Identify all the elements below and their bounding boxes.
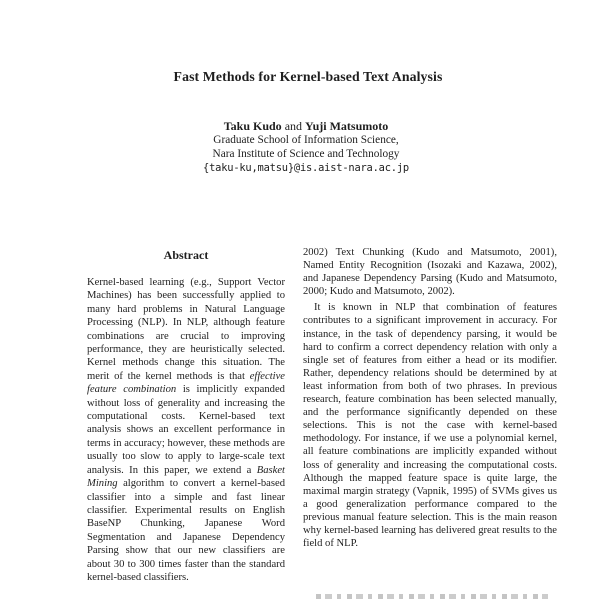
affiliation-line-1: Graduate School of Information Science, bbox=[213, 134, 399, 146]
author-block bbox=[56, 119, 556, 175]
paper-title: Fast Methods for Kernel-based Text Analysis bbox=[173, 69, 443, 84]
author-name-1: Taku Kudo bbox=[223, 119, 282, 133]
abstract-text: Kernel-based learning (e.g., Support Vector Machines) has been successfully applied to many hard problems in Natural Language Processing (NLP). In NLP, although feature combinations are crucial to improving performance, they are heuristically selected. Kernel methods change this situation. The merit of the kernel methods is that effective feature combination is implicitly expanded without loss of generality and increasing the computational costs. Kernel-based text analysis shows an excellent performance in terms in accuracy; however, these methods are usually too slow to apply to large-scale text analysis. In this paper, we extend a Basket Mining algorithm to convert a kernel-based classifier into a simple and fast linear classifier. Experimental results on English BaseNP Chunking, Japanese Word Segmentation and Japanese Dependency Parsing show that our new classifiers are about 30 to 300 times faster than the standard kernel-based classifiers. bbox=[87, 277, 285, 583]
clipped-line-fragment bbox=[316, 594, 548, 599]
left-column bbox=[87, 248, 285, 584]
intro-paragraph-2: It is known in NLP that combination of features contributes to a significant improvement in accuracy. For instance, in the task of dependency parsing, it would be hard to confirm a correct dependency relation with only a single set of features from either a head or its modifier. Rather, dependency relations should be determined by at least information from both of two phrases. In previous research, feature combination has been selected manually, and the performance significantly depended on these selections. This is not the case with kernel-based methodology. For instance, if we use a polynomial kernel, all feature combinations are implicitly expanded without loss of generality and increasing the computational costs. Although the mapped feature space is quite large, the maximal margin strategy (Vapnik, 1995) of SVMs gives us a good generalization performance compared to the previous manual feature selection. This is the main reason why kernel-based learning has delivered great results to the field of NLP. bbox=[303, 302, 557, 550]
author-conjunction: and bbox=[281, 119, 306, 133]
email-address: {taku-ku,matsu}@is.aist-nara.ac.jp bbox=[203, 162, 409, 174]
affiliation-line-2: Nara Institute of Science and Technology bbox=[212, 148, 400, 160]
author-names bbox=[56, 119, 556, 133]
abstract-heading: Abstract bbox=[163, 248, 209, 262]
right-column bbox=[303, 246, 557, 550]
author-name-2: Yuji Matsumoto bbox=[305, 119, 389, 133]
intro-paragraph-continuation: 2002) Text Chunking (Kudo and Matsumoto, 2001), Named Entity Recognition (Isozaki and Kazawa, 2002), and Japanese Dependency Parsing (Kudo and Matsumoto, 2000; Kudo and Matsumoto, 2002). bbox=[303, 247, 557, 298]
